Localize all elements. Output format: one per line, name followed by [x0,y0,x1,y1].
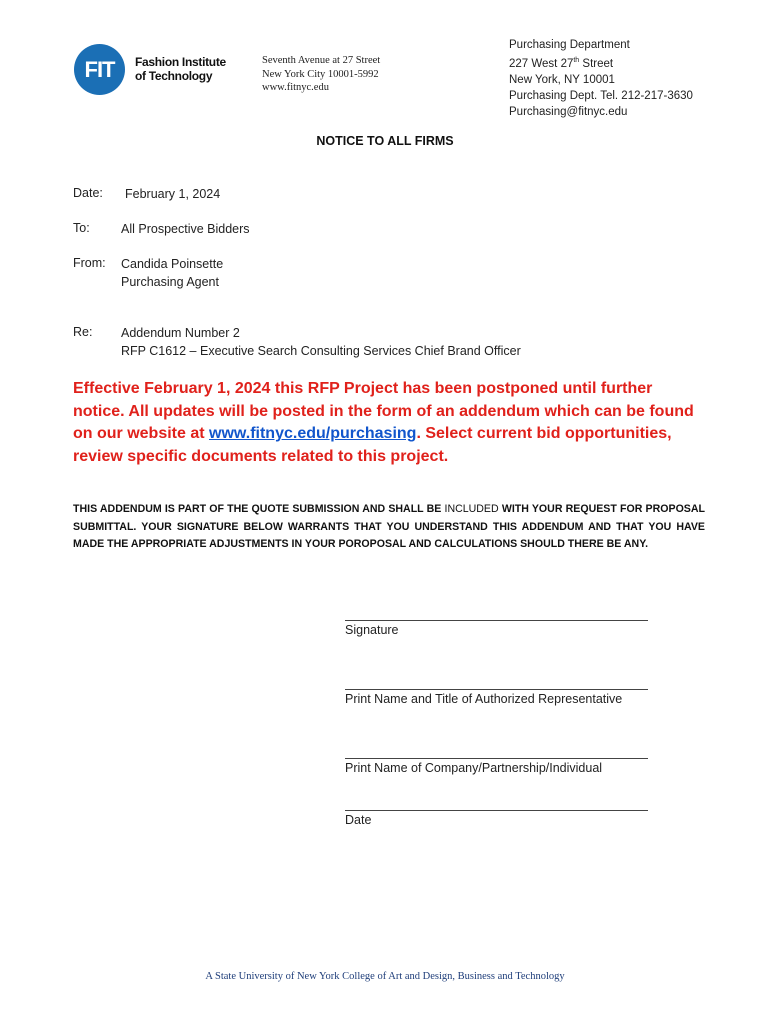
footer-tagline: A State University of New York College of Art and Design, Business and Technology [205,971,565,982]
campus-address-line2: New York City 10001-5992 [262,68,379,80]
institution-name-line2: of Technology [135,69,213,83]
street-word: Street [579,57,614,70]
fit-logo-icon [74,44,125,95]
print-name-title-line[interactable] [345,689,648,690]
purchasing-street [509,53,693,72]
purchasing-phone: Purchasing Dept. Tel. 212-217-3630 [509,89,693,102]
campus-address-line1: Seventh Avenue at 27 Street [262,55,381,66]
institution-name [135,55,226,83]
institution-name-line1: Fashion Institute [135,55,226,69]
date-line[interactable] [345,810,648,811]
purchasing-address [509,37,693,120]
notice-text-2: . Select current bid opportunities, review specific documents related to this project. [73,425,672,465]
notice-text-1: Effective February 1, 2024 this RFP Project has been postponed until further notice. All updates will be posted in the form of an addendum which can be found on our website at [73,380,694,442]
print-name-title-label: Print Name and Title of Authorized Representative [345,692,623,706]
street-number: 227 West 27 [509,57,574,70]
date-value: February 1, 2024 [125,187,221,201]
addendum-text-2: INCLUDED [444,503,499,515]
addendum-number: Addendum Number 2 [121,326,240,340]
addendum-text-3: WITH YOUR REQUEST FOR PROPOSAL SUBMITTAL. YOUR SIGNATURE BELOW WARRANTS THAT YOU UNDERSTAND THIS ADDENDUM AND THAT YOU HAVE MADE THE APPROPRIATE ADJUSTMENTS IN YOUR POROPOSAL AND CALCULATIONS SHOULD THERE BE ANY. [73,503,705,550]
re-label: Re: [73,325,93,339]
date-field-label: Date [345,813,372,827]
company-name-line[interactable] [345,758,648,759]
street-suffix: th [573,57,580,64]
from-label: From: [73,256,106,270]
company-name-label: Print Name of Company/Partnership/Individual [345,761,603,775]
purchasing-link[interactable]: www.fitnyc.edu/purchasing [209,425,417,442]
campus-address [262,54,380,95]
purchasing-dept: Purchasing Department [509,39,630,51]
logo-mark: FIT [84,56,115,82]
to-value: All Prospective Bidders [121,222,250,236]
purchasing-email: Purchasing@fitnyc.edu [509,105,628,118]
postponement-notice [73,378,703,468]
date-label: Date: [73,186,103,200]
from-value [121,255,223,291]
rfp-reference: RFP C1612 – Executive Search Consulting Services Chief Brand Officer [121,344,521,358]
addendum-text-1: THIS ADDENDUM IS PART OF THE QUOTE SUBMISSION AND SHALL BE [73,503,445,515]
from-name: Candida Poinsette [121,257,224,271]
re-value [121,324,521,360]
signature-label: Signature [345,623,399,637]
signature-line[interactable] [345,620,648,621]
to-label: To: [73,221,90,235]
purchasing-city: New York, NY 10001 [509,73,615,86]
page-title: NOTICE TO ALL FIRMS [316,134,454,148]
from-title: Purchasing Agent [121,275,219,289]
addendum-statement [73,501,705,554]
campus-website: www.fitnyc.edu [262,82,329,93]
